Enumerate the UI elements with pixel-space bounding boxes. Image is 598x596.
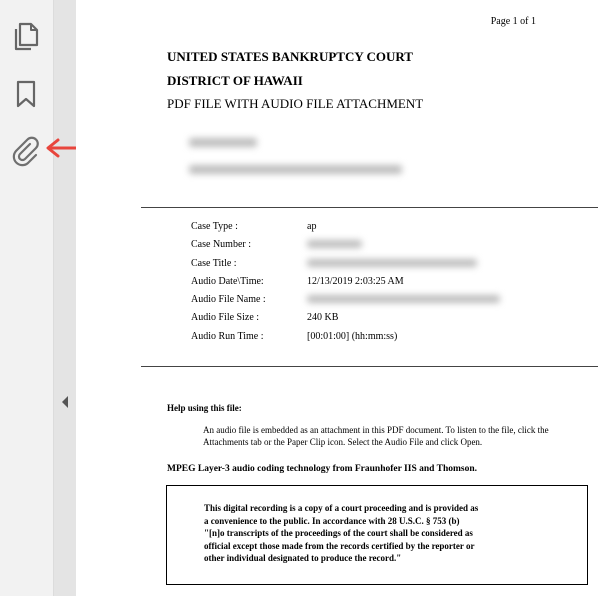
document-subtitle: PDF FILE WITH AUDIO FILE ATTACHMENT (167, 96, 424, 111)
field-label: Audio Date\Time: (191, 276, 264, 287)
pdf-page (76, 0, 598, 596)
divider (141, 366, 598, 367)
field-label: Case Type : (191, 221, 238, 232)
redacted-text (307, 295, 500, 303)
redacted-text (189, 138, 257, 147)
field-value: 240 KB (307, 312, 339, 323)
help-text: An audio file is embedded as an attachment in this PDF document. To listen to the file, click the Attachments tab or the Paper Clip icon. Select the Audio File and click Open. (203, 425, 549, 447)
field-label: Audio Run Time : (191, 331, 264, 342)
attachment-icon[interactable] (10, 135, 42, 167)
court-district: DISTRICT OF HAWAII (167, 73, 303, 88)
pages-icon[interactable] (10, 20, 42, 52)
field-label: Case Title : (191, 258, 237, 269)
field-value: ap (307, 221, 317, 232)
panel-collapse-strip (54, 0, 76, 596)
redacted-text (189, 165, 402, 174)
field-label: Case Number : (191, 239, 251, 250)
collapse-arrow-icon[interactable] (58, 392, 72, 412)
bookmark-icon[interactable] (10, 78, 42, 110)
field-value: [00:01:00] (hh:mm:ss) (307, 331, 398, 342)
redacted-text (307, 259, 477, 267)
redacted-text (307, 240, 362, 248)
field-label: Audio File Size : (191, 312, 260, 323)
page-indicator: Page 1 of 1 (490, 16, 536, 27)
help-title: Help using this file: (167, 403, 242, 413)
court-name: UNITED STATES BANKRUPTCY COURT (167, 49, 413, 64)
navigation-sidebar (0, 0, 54, 596)
mpeg-credit: MPEG Layer-3 audio coding technology from Fraunhofer IIS and Thomson. (167, 464, 478, 474)
field-value: 12/13/2019 2:03:25 AM (307, 276, 404, 287)
disclaimer-text: This digital recording is a copy of a court proceeding and is provided as a convenience to the public. In accordance with 28 U.S.C. § 753 (b) "[n]o transcripts of the proceedings of the court shall be considered as official except those made from the records certified by the reporter or other individual designated to produce the record." (204, 503, 479, 564)
disclaimer-box (166, 485, 588, 585)
field-label: Audio File Name : (191, 294, 266, 305)
divider (141, 207, 598, 208)
